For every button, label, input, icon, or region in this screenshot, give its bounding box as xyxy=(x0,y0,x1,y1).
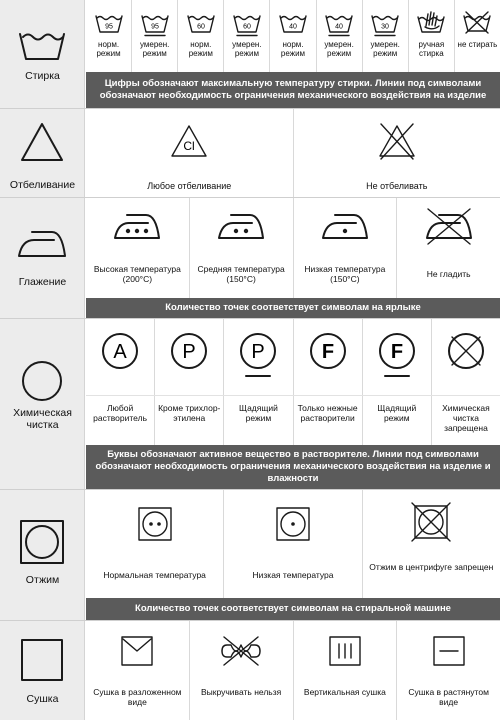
spin-item-label: Низкая температура xyxy=(252,570,334,580)
spin-note: Количество точек соответствует символам на стиральной машине xyxy=(86,598,500,620)
spin-item xyxy=(86,490,224,598)
wash-40-icon xyxy=(278,12,308,34)
wash-60-gentle-icon xyxy=(232,12,262,37)
dry-item-label: Выкручивать нельзя xyxy=(201,687,282,697)
iron-item xyxy=(86,198,190,298)
wash-item xyxy=(409,0,455,72)
tumble-low-icon xyxy=(275,506,311,542)
wash-item xyxy=(270,0,316,72)
wash-label: Стирка xyxy=(25,70,60,82)
iron-item xyxy=(397,198,500,298)
no-tumble-icon xyxy=(409,500,453,544)
iron-category xyxy=(0,198,85,318)
dry-clean-item xyxy=(363,319,432,445)
dry-clean-item-label: Кроме трихлор-этилена xyxy=(158,403,221,423)
bleach-chlorine-icon xyxy=(169,123,209,159)
dry-clean-item xyxy=(86,319,155,445)
iron-item-label: Средняя температура (150°C) xyxy=(197,264,285,284)
dry-item-label: Сушка в разложенном виде xyxy=(93,687,182,707)
dry-clean-a-icon xyxy=(100,331,140,371)
wash-item-label: умерен. режим xyxy=(232,40,262,58)
wash-item xyxy=(86,0,132,72)
dry-clean-item-label: Только нежные растворители xyxy=(297,403,358,423)
iron-item-label: Не гладить xyxy=(426,269,471,279)
wash-item-label: не стирать xyxy=(457,40,498,49)
wash-40-gentle-icon xyxy=(324,12,354,37)
bleach-item-label: Любое отбеливание xyxy=(147,181,232,191)
dry-clean-note: Буквы обозначают активное вещество в растворителе. Линии под символами обозначают необходимость ограничения механического воздействия на изделие и влажности xyxy=(86,445,500,489)
dry-clean-p-gentle-icon xyxy=(238,331,278,379)
wash-item xyxy=(455,0,500,72)
dry-clean-letter: P xyxy=(182,341,196,363)
no-iron-icon xyxy=(424,206,474,246)
dry-clean-item xyxy=(155,319,224,445)
wash-temp: 60 xyxy=(196,23,205,31)
wash-temp: 40 xyxy=(289,23,297,31)
dry-section xyxy=(0,621,500,720)
iron-label: Глажение xyxy=(18,276,67,288)
wash-item-label: норм. режим xyxy=(96,40,121,58)
wash-item-label: умерен. режим xyxy=(370,40,400,58)
dry-clean-f-icon xyxy=(308,331,348,371)
wash-temp: 95 xyxy=(150,23,159,31)
dry-clean-item xyxy=(224,319,293,445)
iron-high-icon xyxy=(112,210,162,242)
flat-dry-icon xyxy=(432,635,466,667)
line-dry-icon xyxy=(120,635,154,667)
hand-wash-icon xyxy=(416,10,446,34)
spin-item-label: Отжим в центрифуге запрещен xyxy=(369,562,494,572)
wash-item xyxy=(132,0,178,72)
dry-label: Сушка xyxy=(26,693,59,705)
bleach-item xyxy=(294,109,500,197)
wash-section xyxy=(0,0,500,82)
wash-temp: 40 xyxy=(335,23,343,31)
wash-temp: 95 xyxy=(104,23,113,31)
dry-clean-category xyxy=(0,319,85,489)
dry-item xyxy=(86,621,190,720)
no-wring-icon xyxy=(218,635,264,667)
dry-clean-label: Химическая чистка xyxy=(13,407,72,431)
square-icon xyxy=(19,637,65,683)
dry-clean-letter: F xyxy=(390,341,403,363)
wash-temp: 60 xyxy=(242,23,251,31)
iron-item xyxy=(294,198,398,298)
dry-clean-letter: P xyxy=(251,341,266,363)
wash-95-gentle-icon xyxy=(140,12,170,37)
dry-item-label: Вертикальная сушка xyxy=(303,687,386,697)
iron-medium-icon xyxy=(216,210,266,242)
bleach-section xyxy=(0,109,500,197)
dry-category xyxy=(0,621,85,720)
no-wash-icon xyxy=(462,10,492,34)
spin-item xyxy=(224,490,362,598)
no-bleach-icon xyxy=(376,121,418,161)
wash-item xyxy=(363,0,409,72)
dry-item xyxy=(190,621,294,720)
drip-dry-icon xyxy=(328,635,362,667)
wash-item xyxy=(317,0,363,72)
no-dry-clean-icon xyxy=(445,330,487,372)
circle-icon xyxy=(20,359,64,403)
bleach-category xyxy=(0,109,85,197)
bleach-label: Отбеливание xyxy=(9,179,76,191)
wash-30-gentle-icon xyxy=(370,12,400,37)
iron-low-icon xyxy=(320,210,370,242)
wash-item xyxy=(224,0,270,72)
wash-item-label: норм. режим xyxy=(280,40,306,58)
tumble-normal-icon xyxy=(137,506,173,542)
dry-clean-p-icon xyxy=(169,331,209,371)
wash-item xyxy=(178,0,224,72)
wash-item-label: норм. режим xyxy=(188,40,213,58)
dry-clean-item xyxy=(432,319,500,445)
wash-item-label: умерен. режим xyxy=(139,40,170,58)
dry-item xyxy=(294,621,398,720)
wash-note: Цифры обозначают максимальную температуру стирки. Линии под символами обозначают необходимость ограничения механического воздействия на изделие xyxy=(86,72,500,108)
triangle-icon xyxy=(19,121,65,163)
spin-category xyxy=(0,490,85,620)
wash-item-label: ручная стирка xyxy=(418,40,445,58)
wash-tub-icon xyxy=(17,28,67,62)
iron-icon xyxy=(16,226,68,260)
dry-item xyxy=(397,621,500,720)
iron-item-label: Высокая температура (200°C) xyxy=(93,264,181,284)
wash-temp: 30 xyxy=(381,23,390,31)
dry-clean-item-label: Химическая чистка запрещена xyxy=(442,403,490,433)
bleach-cl-text: Cl xyxy=(183,139,195,153)
iron-note: Количество точек соответствует символам на ярлыке xyxy=(86,298,500,318)
spin-item-label: Нормальная температура xyxy=(103,570,206,580)
square-circle-icon xyxy=(18,518,66,566)
bleach-item-label: Не отбеливать xyxy=(366,181,428,191)
wash-category xyxy=(0,0,85,108)
dry-clean-item-label: Щадящий режим xyxy=(239,403,278,423)
iron-item-label: Низкая температура (150°C) xyxy=(304,264,386,284)
dry-clean-letter: A xyxy=(113,341,127,363)
dry-clean-item-label: Любой растворитель xyxy=(93,403,148,423)
spin-item xyxy=(363,490,500,598)
dry-clean-f-gentle-icon xyxy=(377,331,417,379)
iron-item xyxy=(190,198,294,298)
wash-item-label: умерен. режим xyxy=(324,40,354,58)
dry-clean-item xyxy=(294,319,363,445)
wash-95-icon xyxy=(94,12,124,34)
dry-item-label: Сушка в растянутом виде xyxy=(408,687,489,707)
wash-60-icon xyxy=(186,12,216,34)
dry-clean-item-label: Щадящий режим xyxy=(377,403,417,423)
spin-label: Отжим xyxy=(25,574,60,586)
dry-clean-letter: F xyxy=(321,341,334,363)
bleach-item xyxy=(86,109,294,197)
